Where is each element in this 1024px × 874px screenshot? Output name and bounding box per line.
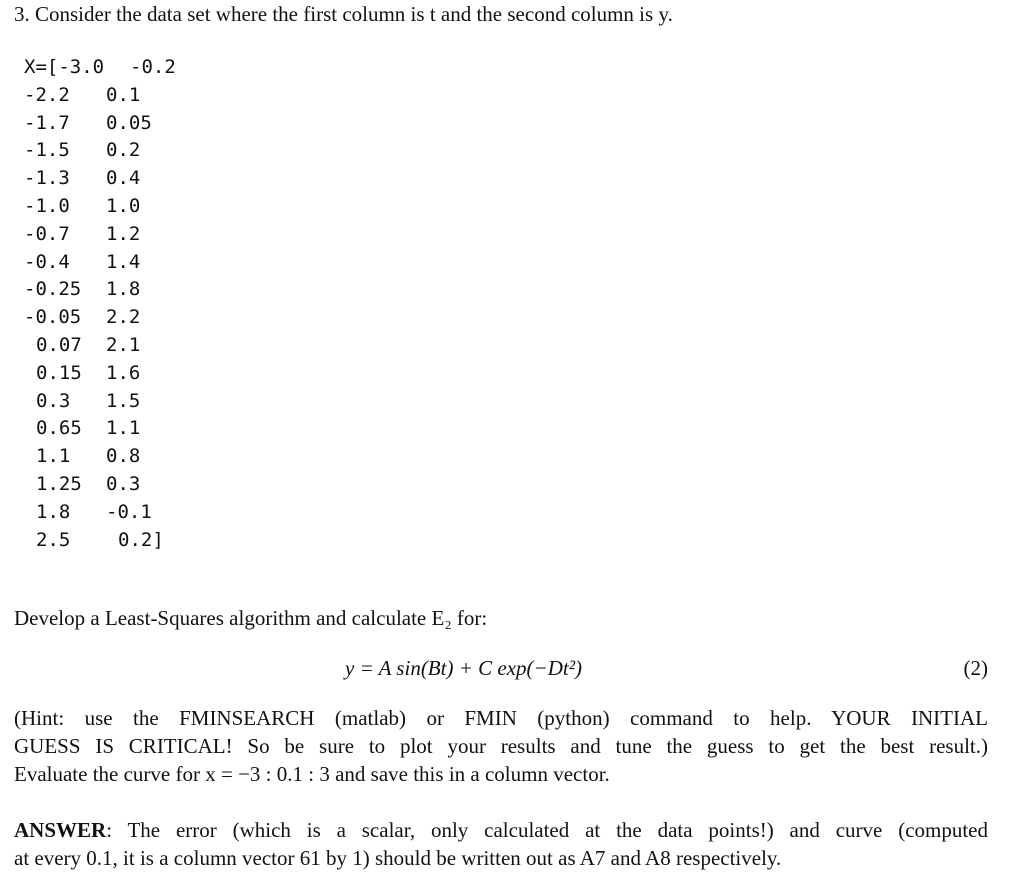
hint-line: (Hint: use the FMINSEARCH (matlab) or FMIN (python) command to help. YOUR INITIAL [14, 706, 988, 730]
answer-line: at every 0.1, it is a column vector 61 by 1) should be written out as A7 and A8 respectively. [14, 846, 782, 870]
data-cell-y: 2.1 [106, 334, 141, 356]
task-statement-text: Develop a Least-Squares algorithm and calculate E₂ for: [14, 606, 488, 630]
data-cell-y: 1.5 [106, 389, 141, 412]
data-cell-t: -1.7 [24, 111, 70, 134]
data-cell-t: X=[-3.0 [24, 56, 105, 78]
data-cell-t: -1.5 [24, 139, 70, 162]
data-cell-t: -0.4 [24, 250, 70, 273]
data-cell-t: 2.5 [36, 528, 71, 551]
equation-line [0, 654, 1024, 682]
data-cell-y: 1.6 [106, 361, 141, 384]
data-cell-t: 0.3 [36, 389, 71, 412]
data-cell-y: 1.2 [106, 222, 141, 245]
data-cell-t: -0.7 [24, 222, 70, 245]
data-cell-t: -2.2 [24, 83, 70, 106]
hint-paragraph [14, 704, 988, 788]
hint-line: GUESS IS CRITICAL! So be sure to plot your results and tune the guess to get the best result.) [14, 734, 988, 758]
answer-line [14, 816, 988, 844]
answer-text: : The error (which is a scalar, only calculated at the data points!) and curve (computed [106, 818, 988, 842]
data-cell-t: 1.25 [36, 473, 82, 495]
data-cell-y: 1.1 [106, 417, 141, 440]
data-cell-y: -0.2 [130, 56, 176, 78]
data-cell-t: -1.3 [24, 167, 70, 190]
task-statement [14, 604, 487, 632]
data-cell-y: 0.05 [106, 111, 152, 134]
data-cell-y: 1.0 [106, 195, 141, 217]
data-cell-y: 0.1 [106, 83, 141, 106]
hint-line: Evaluate the curve for x = −3 : 0.1 : 3 and save this in a column vector. [14, 762, 610, 786]
question-heading [14, 0, 1004, 28]
data-cell-t: 0.07 [36, 334, 82, 356]
data-cell-y: -0.1 [106, 500, 152, 523]
data-cell-t: 1.8 [36, 500, 71, 523]
data-cell-t: -1.0 [24, 195, 70, 217]
data-cell-y: 0.3 [106, 473, 141, 495]
data-cell-y: 0.8 [106, 445, 141, 468]
data-cell-t: -0.25 [24, 278, 82, 301]
answer-label: ANSWER [14, 818, 107, 842]
data-cell-t: 1.1 [36, 445, 71, 468]
data-cell-y: 0.4 [106, 167, 141, 190]
data-cell-y: 1.4 [106, 250, 141, 273]
data-table [24, 54, 424, 554]
data-cell-y: 0.2 [106, 139, 141, 162]
answer-paragraph [14, 816, 988, 872]
data-cell-y: 1.8 [106, 278, 141, 301]
data-cell-t: 0.65 [36, 417, 82, 440]
equation-number: (2) [963, 656, 988, 680]
data-cell-t: 0.15 [36, 361, 82, 384]
question-heading-text: 3. Consider the data set where the first column is t and the second column is y. [14, 2, 673, 26]
model-equation: y = A sin(Bt) + C exp(−Dt²) [345, 656, 582, 680]
data-cell-y: 2.2 [106, 306, 141, 329]
data-cell-t: -0.05 [24, 306, 82, 329]
data-cell-y: 0.2] [118, 528, 164, 551]
